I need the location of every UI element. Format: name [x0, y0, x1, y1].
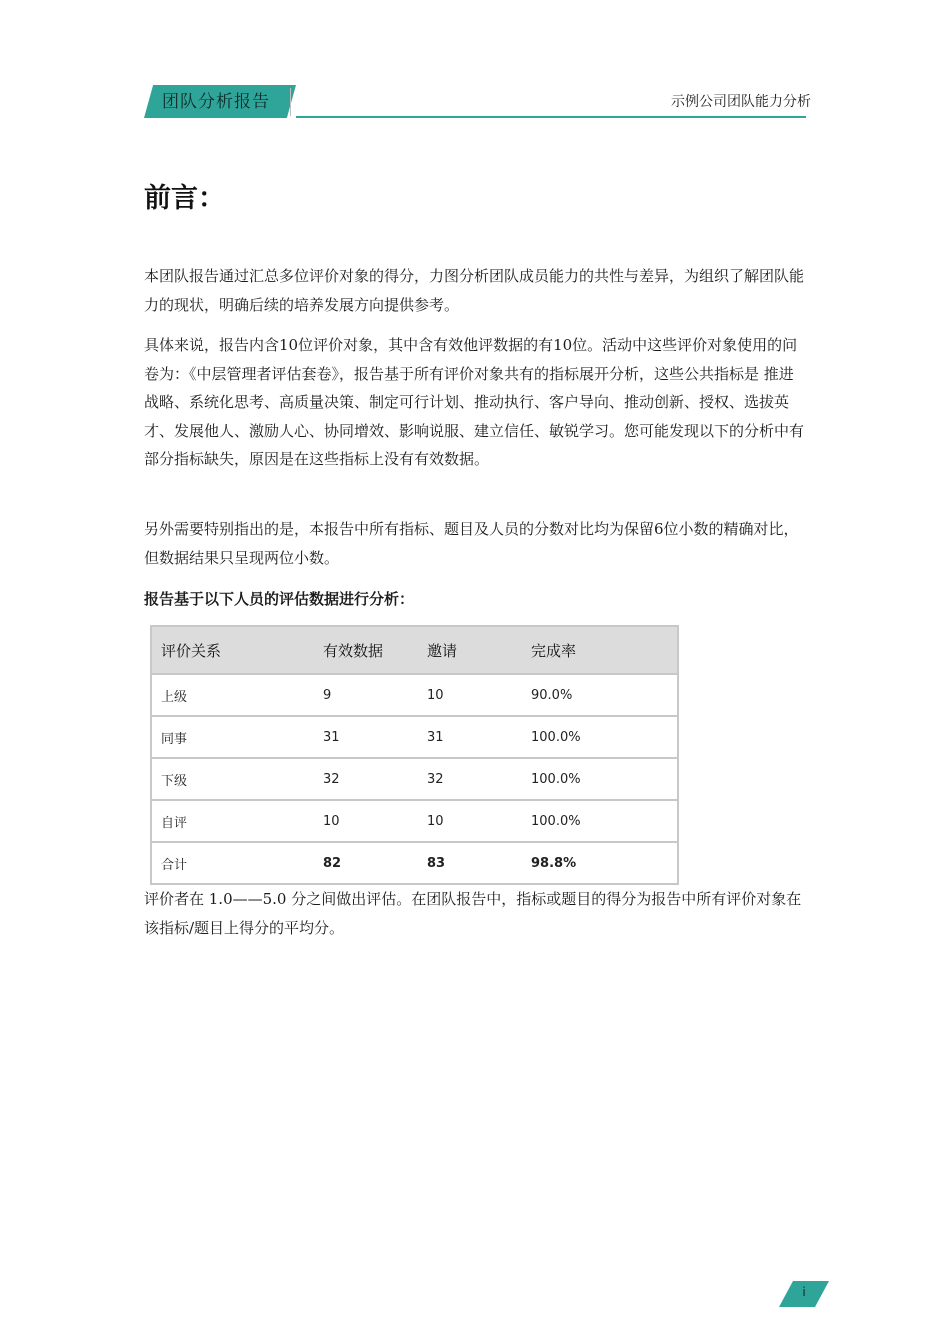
table-cell: 自评 — [151, 800, 314, 842]
intro-paragraph: 本团队报告通过汇总多位评价对象的得分，力图分析团队成员能力的共性与差异，为组织了解团队能力的现状，明确后续的培养发展方向提供参考。 — [144, 267, 805, 314]
table-cell: 10 — [418, 800, 522, 842]
table-cell: 31 — [418, 716, 522, 758]
page-number: i — [802, 1285, 806, 1299]
scoring-note-paragraph: 评价者在 1.0——5.0 分之间做出评估。在团队报告中，指标或题目的得分为报告中所有评价对象在该指标/题目上得分的平均分。 — [144, 890, 802, 937]
header-report-title: 示例公司团队能力分析 — [671, 94, 811, 110]
table-cell: 同事 — [151, 716, 314, 758]
table-intro-label: 报告基于以下人员的评估数据进行分析： — [144, 590, 415, 608]
table-cell: 90.0% — [522, 674, 678, 716]
table-header-cell: 有效数据 — [314, 626, 418, 674]
table-cell: 100.0% — [522, 800, 678, 842]
table-header-cell: 邀请 — [418, 626, 522, 674]
table-header-cell: 完成率 — [522, 626, 678, 674]
header-divider — [290, 88, 293, 116]
precision-note-paragraph: 另外需要特别指出的是，本报告中所有指标、题目及人员的分数对比均为保留6位小数的精确对比，但数据结果只呈现两位小数。 — [144, 520, 799, 567]
table-total-row — [151, 842, 678, 884]
table-cell: 上级 — [151, 674, 314, 716]
table-cell: 10 — [314, 800, 418, 842]
table-row — [151, 674, 678, 716]
table-total-cell: 83 — [418, 842, 522, 884]
header-rule — [296, 116, 806, 118]
table-cell: 32 — [314, 758, 418, 800]
table-header-cell: 评价关系 — [151, 626, 314, 674]
table-header-row — [151, 626, 678, 674]
table-cell: 31 — [314, 716, 418, 758]
table-row — [151, 758, 678, 800]
table-cell: 100.0% — [522, 758, 678, 800]
table-cell: 9 — [314, 674, 418, 716]
table-cell: 100.0% — [522, 716, 678, 758]
table-cell: 32 — [418, 758, 522, 800]
table-total-cell: 82 — [314, 842, 418, 884]
table-total-cell: 98.8% — [522, 842, 678, 884]
page-title: 前言： — [144, 183, 225, 214]
table-row — [151, 716, 678, 758]
table-row — [151, 800, 678, 842]
rater-data-table — [150, 625, 679, 885]
table-cell: 10 — [418, 674, 522, 716]
details-paragraph: 具体来说，报告内含10位评价对象，其中含有效他评数据的有10位。活动中这些评价对象使用的问卷为：《中层管理者评估套卷》，报告基于所有评价对象共有的指标展开分析，这些公共指标是 推进战略、系统化思考、高质量决策、制定可行计划、推动执行、客户导向、推动创新、授权、选拔英才、发展他人、激励人心、协同增效、影响说服、建立信任、敏锐学习。您可能发现以下的分析中有部分指标缺失，原因是在这些指标上没有有效数据。 — [144, 336, 805, 468]
table-cell: 合计 — [151, 842, 314, 884]
table-cell: 下级 — [151, 758, 314, 800]
header-tab-label: 团队分析报告 — [162, 92, 270, 112]
